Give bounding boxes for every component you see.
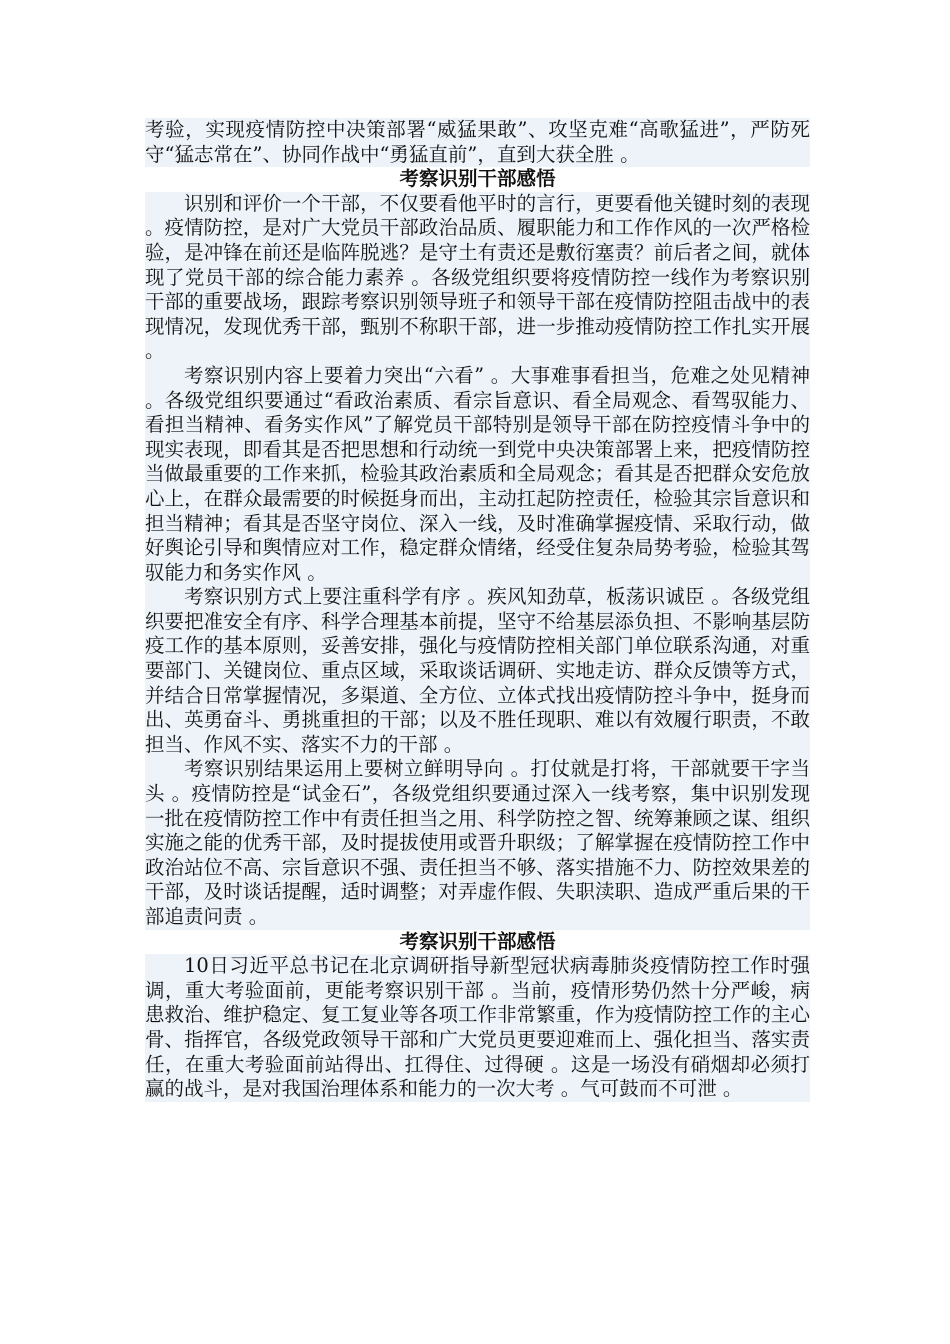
document-body (145, 118, 810, 1102)
paragraph-evaluate-cadres: 识别和评价一个干部，不仅要看他平时的言行，更要看他关键时刻的表现 。疫情防控，是对广大党员干部政治品质、履职能力和工作作风的一次严格检验，是冲锋在前还是临阵脱逃？是守土有责还是敷衍塞责？前后者之间，就体现了党员干部的综合能力素养 。各级党组织要将疫情防控一线作为考察识别干部的重要战场，跟踪考察识别领导班子和领导干部在疫情防控阻击战中的表现情况，发现优秀干部，甄别不称职干部，进一步推动疫情防控工作扎实开展 。 (145, 191, 810, 363)
paragraph-result-orientation: 考察识别结果运用上要树立鲜明导向 。打仗就是打将，干部就要干字当头 。疫情防控是“试金石”，各级党组织要通过深入一线考察，集中识别发现一批在疫情防控工作中有责任担当之用、科学防控之智、统筹兼顾之谋、组织实施之能的优秀干部，及时提拔使用或晋升职级；了解掌握在疫情防控工作中政治站位不高、宗旨意识不强、责任担当不够、落实措施不力、防控效果差的干部，及时谈话提醒，适时调整；对弄虚作假、失职渎职、造成严重后果的干部追责问责 。 (145, 757, 810, 928)
paragraph-six-looks: 考察识别内容上要着力突出“六看” 。大事难事看担当，危难之处见精神 。各级党组织要通过“看政治素质、看宗旨意识、看全局观念、看驾驭能力、看担当精神、看务实作风”了解党员干部特别是领导干部在防控疫情斗争中的现实表现，即看其是否把思想和行动统一到党中央决策部署上来，把疫情防控当做最重要的工作来抓，检验其政治素质和全局观念；看其是否把群众安危放心上，在群众最需要的时候挺身而出，主动扛起防控责任，检验其宗旨意识和担当精神；看其是否坚守岗位、深入一线，及时准确掌握疫情、采取行动，做好舆论引导和舆情应对工作，稳定群众情绪，经受住复杂局势考验，检验其驾驭能力和务实作风 。 (145, 363, 810, 584)
paragraph-scientific-order: 考察识别方式上要注重科学有序 。疾风知劲草，板荡识诚臣 。各级党组织要把准安全有序、科学合理基本前提，坚守不给基层添负担、不影响基层防疫工作的基本原则，妥善安排，强化与疫情防控相关部门单位联系沟通，对重要部门、关键岗位、重点区域，采取谈话调研、实地走访、群众反馈等方式，并结合日常掌握情况，多渠道、全方位、立体式找出疫情防控斗争中，挺身而出、英勇奋斗、勇挑重担的干部；以及不胜任现职、难以有效履行职责，不敢担当、作风不实、落实不力的干部 。 (145, 585, 810, 756)
section-heading-2: 考察识别干部感悟 (399, 929, 556, 953)
paragraph-major-test: 10日习近平总书记在北京调研指导新型冠状病毒肺炎疫情防控工作时强调，重大考验面前，更能考察识别干部 。当前，疫情形势仍然十分严峻，病患救治、维护稳定、复工复业等各项工作非常繁重，作为疫情防控工作的主心骨、指挥官，各级党政领导干部和广大党员更要迎难而上、强化担当、落实责任，在重大考验面前站得出、扛得住、过得硬 。这是一场没有硝烟却必须打赢的战斗，是对我国治理体系和能力的一次大考 。气可鼓而不可泄 。 (145, 954, 810, 1101)
section-heading-1: 考察识别干部感悟 (399, 167, 556, 191)
paragraph-intro: 考验，实现疫情防控中决策部署“威猛果敢”、攻坚克难“高歌猛进”，严防死守“猛志常在”、协同作战中“勇猛直前”，直到大获全胜 。 (145, 118, 810, 166)
